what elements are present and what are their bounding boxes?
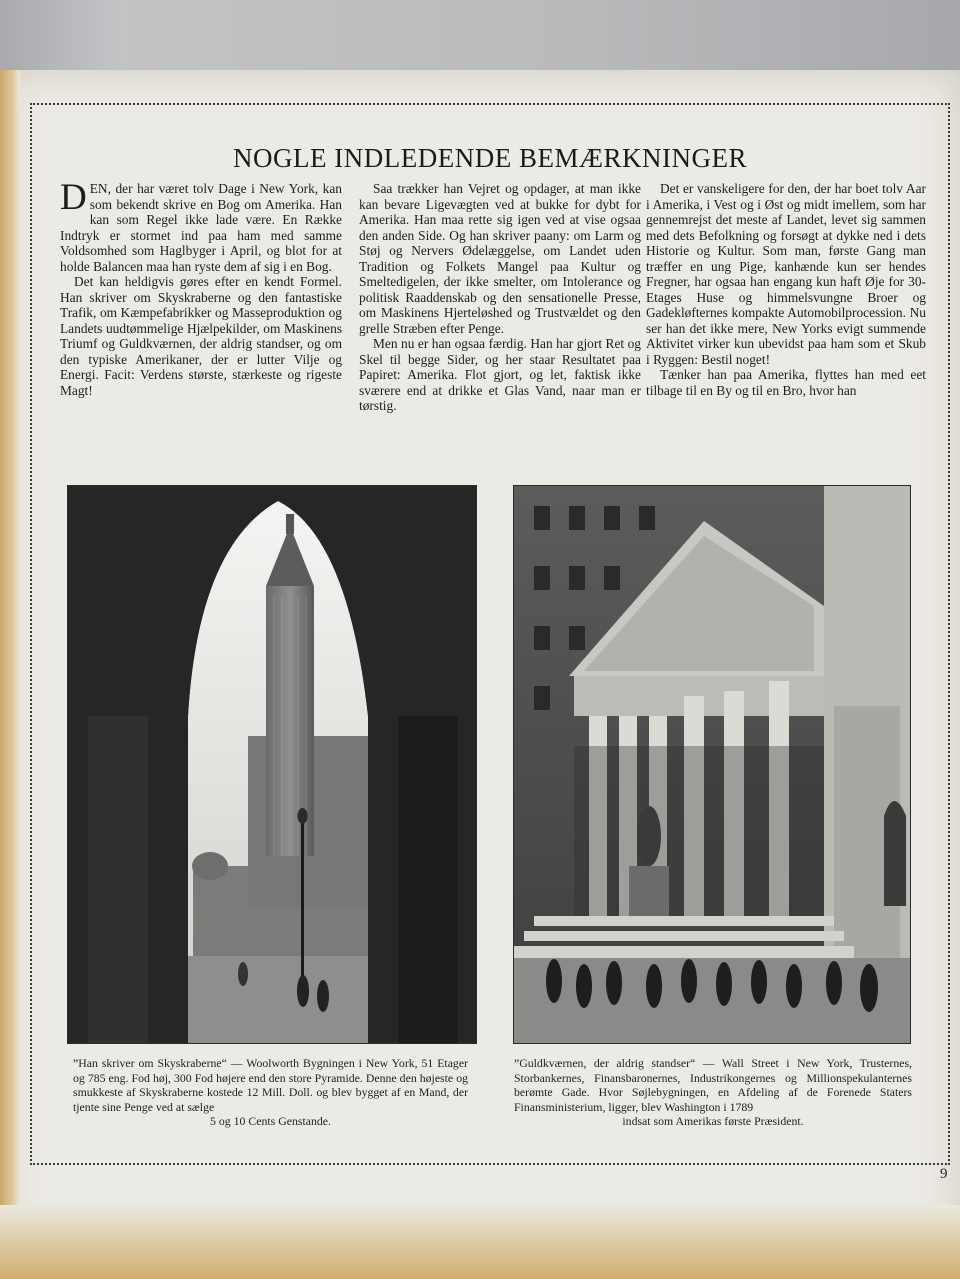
paragraph: Det kan heldigvis gøres efter en kendt Formel. Han skriver om Skyskraberne og den fantastiske Trafik, om Kæmpefabrikker og Masseproduktion og Landets uudtømmelige Hjælpekilder, om Maskinens Triumf og Guldkværnen, der aldrig standser, og om den typiske Amerikaner, der er lutter Vilje og Energi. Facit: Verdens største, stærkeste og rigeste Magt!	[60, 274, 342, 398]
paragraph-text: EN, der har været tolv Dage i New York, kan som bekendt skrive en Bog om Amerika. Han kan som Regel ikke lade være. En Række Indtryk er stormet ind paa ham med samme Voldsomhed som Haglbyger i April, og blot for at holde Balancen maa han ryste dem af sig i en Bog.	[60, 181, 342, 274]
page-edge	[0, 70, 20, 1279]
text-column-2	[359, 181, 641, 414]
drop-cap: D	[60, 177, 87, 218]
paragraph: Det er vanskeligere for den, der har boet tolv Aar i Amerika, i Vest og i Øst og midt imellem, som har gennemrejst det meste af Landet, levet sig sammen med dets Befolkning og forsøgt at dykke ned i dets Historie og Kultur. Som man, første Gang man træffer en ung Pige, kanhænde kun ser hendes Fregner, har ogsaa han engang kun haft Øje for 30-Etages Huse og himmelsvungne Broer og Gadekløfternes kompakte Automobilprocession. Nu ser han det ikke mere, New Yorks evigt summende Aktivitet virker kun ubevidst paa ham som et Skub i Ryggen: Bestil noget!	[646, 181, 926, 367]
paragraph: Men nu er han ogsaa færdig. Han har gjort Ret og Skel til begge Sider, og her staar Resultatet paa Papiret: Amerika. Flot gjort, og let, faktisk ikke sværere end at drikke et Glas Vand, naar man er tørstig.	[359, 336, 641, 413]
caption-text: ”Han skriver om Skyskraberne“ — Woolworth Bygningen i New York, 51 Etager og 785 eng. Fod høj, 300 Fod højere end den store Pyramide. Denne den højeste og smukkeste af Skyskraberne kostede 12 Mill. Doll. og blev bygget af en Mand, der tjente sine Penge ved at sælge	[73, 1056, 468, 1114]
paragraph: Saa trækker han Vejret og opdager, at man ikke kan bevare Ligevægten ved at bukke for dybt for Amerika. Han maa rette sig igen ved at vise ogsaa den anden Side. Og han skriver paany: om Larm og Støj og Nervers Ødelæggelse, om Landet uden Tradition og Folkets Mangel paa Kultur og Smeltedigelen, der ikke smelter, om Intolerance og politisk Raaddenskab og den sensationelle Presse, om Maskinens Hjerteløshed og Trustvældet og den grelle Stræben efter Penge.	[359, 181, 641, 336]
caption-text: ”Guldkværnen, der aldrig standser“ — Wall Street i New York, Trusternes, Storbankernes, Finansbaronernes, Industrikongernes og Millionspekulanternes berømte Gade. Hvor Søjlebygningen, en Afdeling af de Forenede Staters Finansministerium, ligger, blev Washington i 1789	[514, 1056, 912, 1114]
left-photo-caption	[73, 1056, 468, 1129]
text-column-1	[60, 177, 342, 398]
article-title: NOGLE INDLEDENDE BEMÆRKNINGER	[233, 143, 747, 173]
text-column-3	[646, 181, 926, 398]
paragraph: Tænker han paa Amerika, flyttes han med eet tilbage til en By og til en Bro, hvor han	[646, 367, 926, 398]
caption-last-line: 5 og 10 Cents Genstande.	[210, 1114, 331, 1128]
right-photo-caption	[514, 1056, 912, 1129]
paragraph	[60, 177, 342, 274]
page-bottom-edge	[0, 1205, 960, 1279]
woolworth-building-photo	[67, 485, 477, 1044]
caption-last-line: indsat som Amerikas første Præsident.	[622, 1114, 804, 1128]
page-number: 9	[940, 1166, 948, 1182]
wall-street-photo	[513, 485, 911, 1044]
